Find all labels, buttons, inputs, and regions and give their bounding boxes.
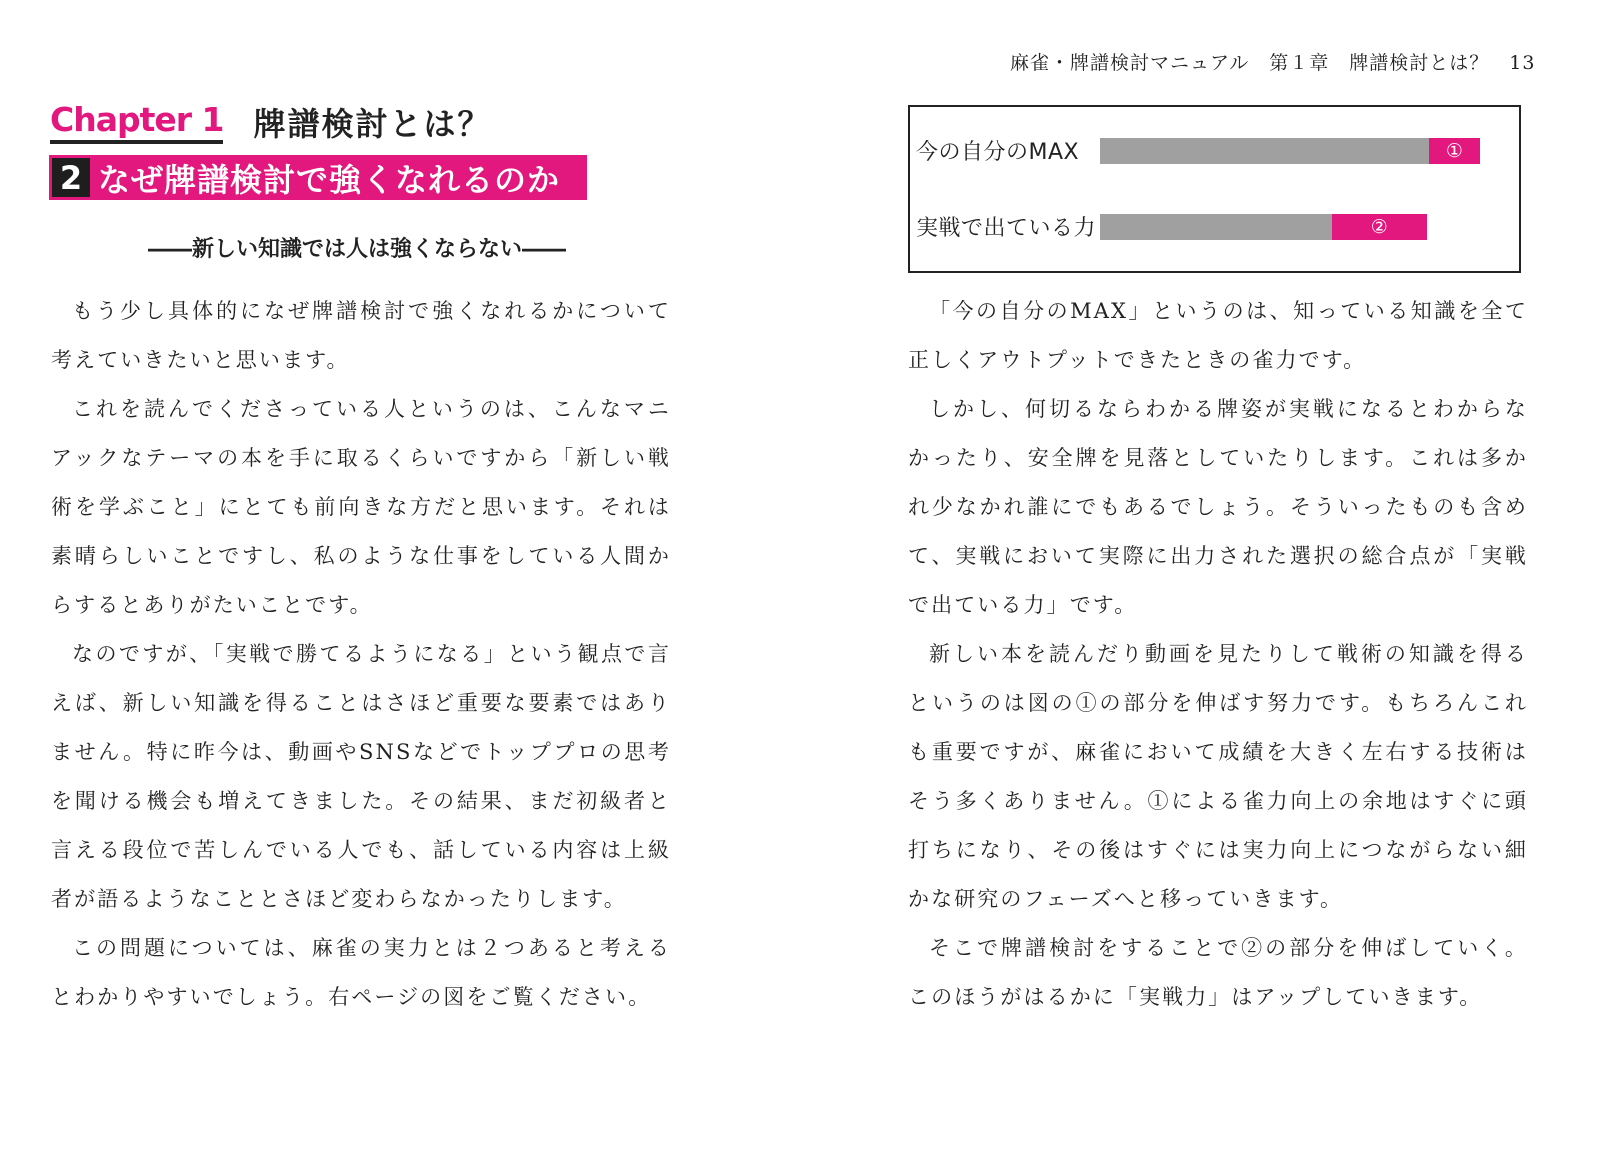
- figure-row-label: 実戦で出ている力: [916, 216, 1097, 241]
- right-body-text: [908, 287, 1528, 1022]
- section-number: 2: [52, 158, 90, 197]
- figure-row-label: 今の自分のMAX: [916, 140, 1080, 165]
- paragraph: 新しい本を読んだり動画を見たりして戦術の知識を得るというのは図の①の部分を伸ばす努力です。もちろんこれも重要ですが、麻雀において成績を大きく左右する技術はそう多くありません。①による雀力向上の余地はすぐに頭打ちになり、その後はすぐには実力向上につながらない細かな研究のフェーズへと移っていきます。: [908, 642, 1528, 911]
- bar-gray-segment: [1100, 214, 1332, 240]
- bar-gray-segment: [1100, 138, 1429, 164]
- section-title: なぜ牌譜検討で強くなれるのか: [98, 160, 561, 199]
- paragraph: しかし、何切るならわかる牌姿が実戦になるとわからなかったり、安全牌を見落としていたりします。これは多かれ少なかれ誰にでもあるでしょう。そういったものも含めて、実戦において実際に出力された選択の総合点が「実戦で出ている力」です。: [908, 397, 1528, 617]
- section-banner: [49, 155, 587, 200]
- bar-track: [1100, 214, 1480, 240]
- running-header: 麻雀・牌譜検討マニュアル 第１章 牌譜検討とは？ 13: [1010, 52, 1536, 74]
- bar-marker: ②: [1370, 215, 1388, 238]
- bar-pink-segment: [1429, 138, 1480, 164]
- chapter-title: 牌譜検討とは？: [253, 105, 492, 143]
- paragraph: 「今の自分のMAX」というのは、知っている知識を全て正しくアウトプットできたときの雀力です。: [908, 299, 1528, 372]
- section-subtitle: ――新しい知識では人は強くならない――: [147, 237, 566, 262]
- left-body-text: [51, 287, 671, 1022]
- chapter-heading: [50, 100, 492, 144]
- paragraph: もう少し具体的になぜ牌譜検討で強くなれるかについて考えていきたいと思います。: [51, 299, 671, 372]
- figure-row-actual: [916, 211, 1480, 242]
- skill-figure: [908, 105, 1521, 273]
- bar-marker: ①: [1445, 139, 1463, 162]
- figure-row-max: [916, 135, 1480, 166]
- right-page: [800, 0, 1600, 1160]
- paragraph: これを読んでくださっている人というのは、こんなマニアックなテーマの本を手に取るくらいですから「新しい戦術を学ぶこと」にとても前向きな方だと思います。それは素晴らしいことですし、私のような仕事をしている人間からするとありがたいことです。: [51, 397, 671, 617]
- bar-pink-segment: [1332, 214, 1427, 240]
- bar-track: [1100, 138, 1480, 164]
- paragraph: なのですが、「実戦で勝てるようになる」という観点で言えば、新しい知識を得ることはさほど重要な要素ではありません。特に昨今は、動画やSNSなどでトッププロの思考を聞ける機会も増えてきました。その結果、まだ初級者と言える段位で苦しんでいる人でも、話している内容は上級者が語るようなこととさほど変わらなかったりします。: [51, 642, 671, 911]
- chapter-label: Chapter 1: [50, 100, 223, 144]
- paragraph: そこで牌譜検討をすることで②の部分を伸ばしていく。このほうがはるかに「実戦力」はアップしていきます。: [908, 936, 1528, 1009]
- paragraph: この問題については、麻雀の実力とは２つあると考えるとわかりやすいでしょう。右ページの図をご覧ください。: [51, 936, 671, 1009]
